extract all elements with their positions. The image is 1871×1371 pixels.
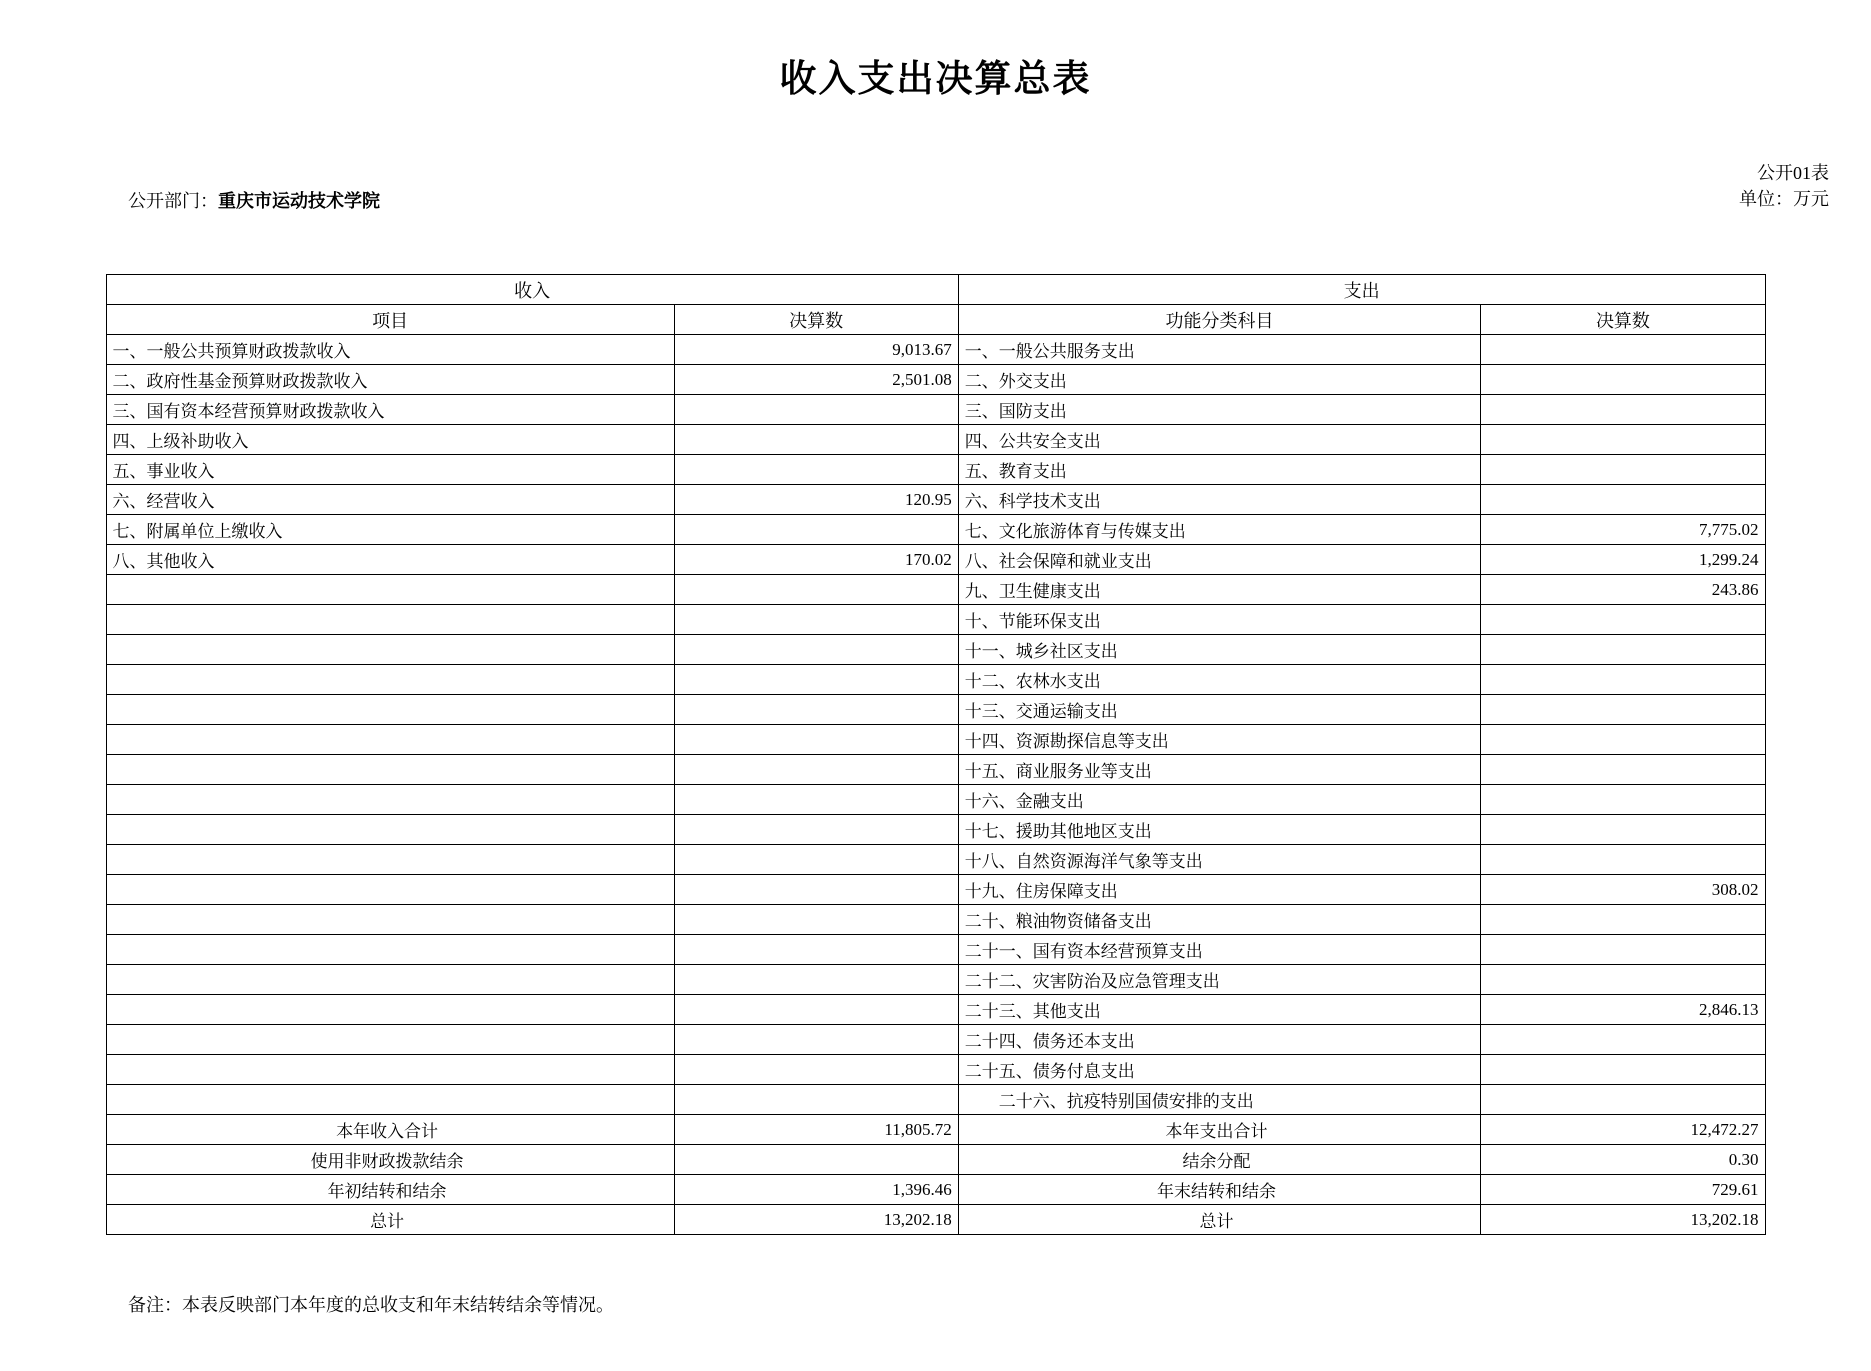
expenditure-item-value [1481, 605, 1765, 635]
expenditure-item-value [1481, 1085, 1765, 1115]
income-summary-value: 1,396.46 [674, 1175, 958, 1205]
expenditure-item-value [1481, 635, 1765, 665]
income-item-label [106, 965, 674, 995]
expenditure-item-label: 十一、城乡社区支出 [958, 635, 1481, 665]
table-row [106, 395, 1765, 425]
expenditure-item-label: 二、外交支出 [958, 365, 1481, 395]
income-summary-label: 年初结转和结余 [106, 1175, 674, 1205]
income-summary-value: 11,805.72 [674, 1115, 958, 1145]
expenditure-item-value [1481, 815, 1765, 845]
table-row [106, 965, 1765, 995]
expenditure-item-label: 十九、住房保障支出 [958, 875, 1481, 905]
table-row [106, 815, 1765, 845]
income-summary-label: 总计 [106, 1205, 674, 1235]
expenditure-item-value [1481, 725, 1765, 755]
expenditure-item-value: 308.02 [1481, 875, 1765, 905]
table-column-header-row [106, 305, 1765, 335]
expenditure-item-label: 十七、援助其他地区支出 [958, 815, 1481, 845]
income-item-value [674, 1085, 958, 1115]
table-row [106, 1085, 1765, 1115]
income-item-label [106, 995, 674, 1025]
income-item-label: 五、事业收入 [106, 455, 674, 485]
expenditure-item-value [1481, 455, 1765, 485]
table-row [106, 1025, 1765, 1055]
budget-table [106, 274, 1766, 1235]
table-row [106, 515, 1765, 545]
income-item-label: 七、附属单位上缴收入 [106, 515, 674, 545]
expenditure-item-label: 二十、粮油物资储备支出 [958, 905, 1481, 935]
income-item-value [674, 425, 958, 455]
expenditure-summary-value: 729.61 [1481, 1175, 1765, 1205]
department-label: 公开部门： [128, 191, 218, 211]
expenditure-item-label: 十八、自然资源海洋气象等支出 [958, 845, 1481, 875]
expenditure-summary-label: 本年支出合计 [958, 1115, 1481, 1145]
income-item-value [674, 515, 958, 545]
income-item-value [674, 665, 958, 695]
expenditure-item-value [1481, 1025, 1765, 1055]
expenditure-item-value [1481, 1055, 1765, 1085]
column-header-income-amount: 决算数 [674, 305, 958, 335]
group-header-income: 收入 [106, 275, 958, 305]
column-header-exp-item: 功能分类科目 [958, 305, 1481, 335]
income-item-value [674, 965, 958, 995]
income-item-value [674, 695, 958, 725]
department-name: 重庆市运动技术学院 [218, 191, 380, 211]
table-row [106, 995, 1765, 1025]
income-item-label [106, 695, 674, 725]
income-item-value [674, 725, 958, 755]
expenditure-item-value [1481, 485, 1765, 515]
expenditure-summary-value: 12,472.27 [1481, 1115, 1765, 1145]
expenditure-item-label: 二十一、国有资本经营预算支出 [958, 935, 1481, 965]
form-number: 公开01表 [1757, 163, 1829, 183]
table-row [106, 635, 1765, 665]
table-row [106, 455, 1765, 485]
income-item-label [106, 845, 674, 875]
income-item-value [674, 905, 958, 935]
income-item-label [106, 635, 674, 665]
table-row [106, 935, 1765, 965]
income-item-label: 八、其他收入 [106, 545, 674, 575]
expenditure-item-value: 1,299.24 [1481, 545, 1765, 575]
expenditure-item-value [1481, 335, 1765, 365]
document-meta-right [1739, 160, 1829, 212]
income-item-label [106, 1025, 674, 1055]
table-row [106, 1055, 1765, 1085]
expenditure-item-label: 十三、交通运输支出 [958, 695, 1481, 725]
expenditure-item-value: 7,775.02 [1481, 515, 1765, 545]
table-subtotal-row [106, 1175, 1765, 1205]
expenditure-item-label: 十、节能环保支出 [958, 605, 1481, 635]
income-item-value [674, 575, 958, 605]
expenditure-item-value [1481, 425, 1765, 455]
income-item-value [674, 935, 958, 965]
expenditure-item-label: 一、一般公共服务支出 [958, 335, 1481, 365]
table-total-row [106, 1205, 1765, 1235]
income-item-value [674, 635, 958, 665]
table-note: 备注：本表反映部门本年度的总收支和年末结转结余等情况。 [128, 1295, 614, 1315]
expenditure-item-value [1481, 695, 1765, 725]
table-row [106, 575, 1765, 605]
expenditure-item-label: 三、国防支出 [958, 395, 1481, 425]
table-row [106, 905, 1765, 935]
expenditure-summary-label: 年末结转和结余 [958, 1175, 1481, 1205]
income-summary-value [674, 1145, 958, 1175]
table-row [106, 485, 1765, 515]
income-item-label [106, 575, 674, 605]
expenditure-item-value [1481, 935, 1765, 965]
income-item-value [674, 875, 958, 905]
income-item-value [674, 755, 958, 785]
table-row [106, 425, 1765, 455]
table-row [106, 725, 1765, 755]
income-item-label [106, 1055, 674, 1085]
expenditure-item-label: 二十五、债务付息支出 [958, 1055, 1481, 1085]
table-row [106, 785, 1765, 815]
expenditure-item-label: 八、社会保障和就业支出 [958, 545, 1481, 575]
income-item-label: 一、一般公共预算财政拨款收入 [106, 335, 674, 365]
document-page [0, 48, 1871, 1371]
income-item-value: 120.95 [674, 485, 958, 515]
page-title: 收入支出决算总表 [779, 58, 1092, 99]
expenditure-item-label: 七、文化旅游体育与传媒支出 [958, 515, 1481, 545]
income-summary-label: 使用非财政拨款结余 [106, 1145, 674, 1175]
income-item-value [674, 605, 958, 635]
expenditure-item-label: 十五、商业服务业等支出 [958, 755, 1481, 785]
expenditure-item-label: 二十四、债务还本支出 [958, 1025, 1481, 1055]
income-item-label: 二、政府性基金预算财政拨款收入 [106, 365, 674, 395]
income-item-value [674, 1025, 958, 1055]
income-item-label [106, 935, 674, 965]
expenditure-summary-value: 0.30 [1481, 1145, 1765, 1175]
income-item-label: 六、经营收入 [106, 485, 674, 515]
table-row [106, 875, 1765, 905]
table-group-header-row [106, 275, 1765, 305]
expenditure-item-value [1481, 365, 1765, 395]
income-item-label: 三、国有资本经营预算财政拨款收入 [106, 395, 674, 425]
table-row [106, 695, 1765, 725]
expenditure-summary-value: 13,202.18 [1481, 1205, 1765, 1235]
expenditure-summary-label: 结余分配 [958, 1145, 1481, 1175]
table-row [106, 545, 1765, 575]
expenditure-item-label: 二十六、抗疫特别国债安排的支出 [958, 1085, 1481, 1115]
department-line [128, 187, 380, 213]
expenditure-item-value [1481, 785, 1765, 815]
income-item-label [106, 875, 674, 905]
income-item-label [106, 665, 674, 695]
expenditure-item-label: 二十三、其他支出 [958, 995, 1481, 1025]
expenditure-item-label: 十二、农林水支出 [958, 665, 1481, 695]
income-item-label: 四、上级补助收入 [106, 425, 674, 455]
expenditure-item-value: 2,846.13 [1481, 995, 1765, 1025]
income-item-value [674, 995, 958, 1025]
table-subtotal-row [106, 1145, 1765, 1175]
expenditure-item-value [1481, 845, 1765, 875]
expenditure-item-label: 六、科学技术支出 [958, 485, 1481, 515]
expenditure-item-label: 二十二、灾害防治及应急管理支出 [958, 965, 1481, 995]
income-item-value [674, 785, 958, 815]
column-header-exp-amount: 决算数 [1481, 305, 1765, 335]
expenditure-item-value [1481, 395, 1765, 425]
income-summary-label: 本年收入合计 [106, 1115, 674, 1145]
income-item-value: 2,501.08 [674, 365, 958, 395]
table-row [106, 665, 1765, 695]
income-item-label [106, 785, 674, 815]
expenditure-item-label: 九、卫生健康支出 [958, 575, 1481, 605]
table-row [106, 755, 1765, 785]
expenditure-item-value [1481, 905, 1765, 935]
expenditure-item-value [1481, 965, 1765, 995]
table-row [106, 605, 1765, 635]
income-summary-value: 13,202.18 [674, 1205, 958, 1235]
expenditure-item-label: 四、公共安全支出 [958, 425, 1481, 455]
unit-label: 单位：万元 [1739, 189, 1829, 209]
income-item-label [106, 815, 674, 845]
column-header-income-item: 项目 [106, 305, 674, 335]
table-total-row [106, 1115, 1765, 1145]
expenditure-item-label: 五、教育支出 [958, 455, 1481, 485]
expenditure-item-value [1481, 665, 1765, 695]
income-item-value [674, 455, 958, 485]
income-item-value: 9,013.67 [674, 335, 958, 365]
expenditure-item-value [1481, 755, 1765, 785]
income-item-label [106, 905, 674, 935]
expenditure-item-label: 十六、金融支出 [958, 785, 1481, 815]
table-row [106, 845, 1765, 875]
income-item-value [674, 395, 958, 425]
income-item-label [106, 605, 674, 635]
expenditure-summary-label: 总计 [958, 1205, 1481, 1235]
income-item-label [106, 1085, 674, 1115]
income-item-value [674, 1055, 958, 1085]
income-item-value [674, 845, 958, 875]
table-row [106, 365, 1765, 395]
table-row [106, 335, 1765, 365]
expenditure-item-value: 243.86 [1481, 575, 1765, 605]
expenditure-item-label: 十四、资源勘探信息等支出 [958, 725, 1481, 755]
income-item-value [674, 815, 958, 845]
group-header-expenditure: 支出 [958, 275, 1765, 305]
income-item-label [106, 755, 674, 785]
income-item-label [106, 725, 674, 755]
income-item-value: 170.02 [674, 545, 958, 575]
